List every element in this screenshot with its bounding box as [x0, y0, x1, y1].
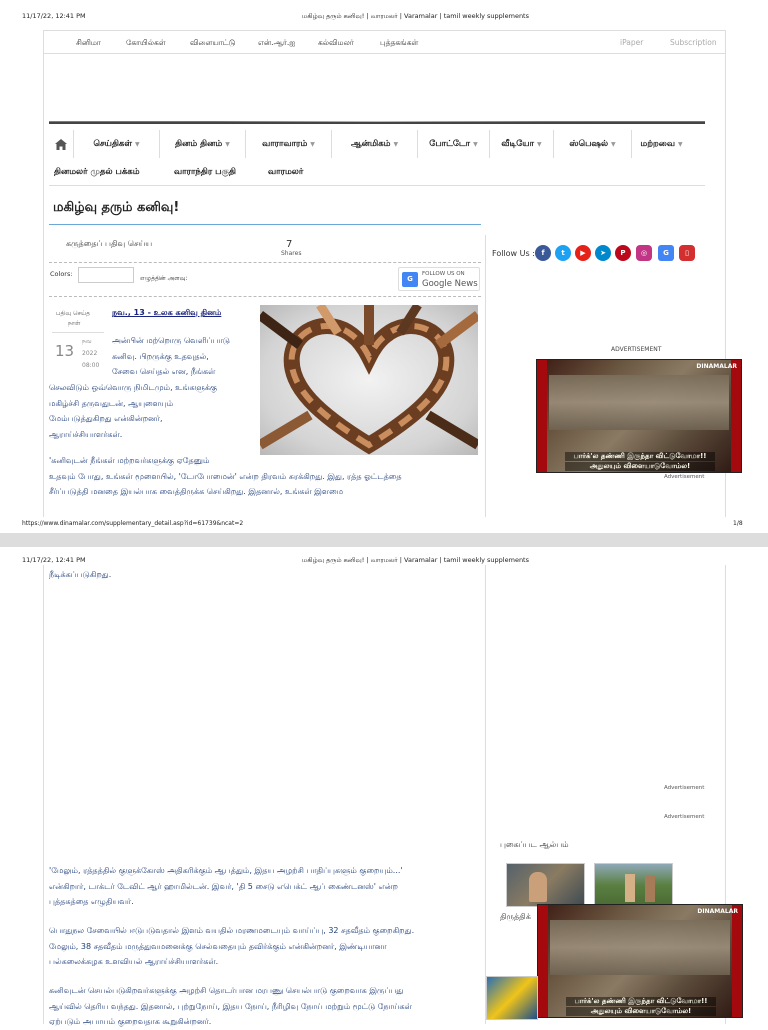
photo-album-heading: புகைப்பட ஆல்பம்: [500, 840, 569, 849]
article-paragraph: 'கனிவுடன் நீங்கள் மற்றவர்களுக்கு ஏதேனும் உதவும் போது, உங்கள் மூளையில், 'டோபோமைன்' என்ற திரவம் சுரக்கிறது. இது, ரத்த ஓட்டத்தை சீர்ப்படுத்தி மனதை இயல்பாக வைத்திருக்க செய்கிறது. இதனால், உங்கள் இளமை: [49, 456, 402, 497]
page-separator: [0, 533, 768, 547]
post-date-year: 2022: [82, 350, 98, 357]
breadcrumb-item[interactable]: தினமலர் முதல் பக்கம்: [54, 167, 140, 177]
comment-link[interactable]: கருத்தைப் பதிவு செய்ய: [66, 239, 153, 248]
article-paragraph: அன்பின் மற்றொரு வெளிப்பாடு கனிவு. பிறருக்கு உதவுதல், சேவை செய்தல் என, நீங்கள்: [112, 336, 230, 377]
chevron-down-icon: ▼: [537, 140, 542, 148]
album-caption: திருத்திக்: [500, 912, 531, 921]
divider: [49, 296, 481, 297]
article-paragraph: நீடிக்கப்படுகிறது.: [49, 570, 112, 579]
post-date-month: நவ: [82, 338, 92, 345]
twitter-icon[interactable]: t: [555, 245, 571, 261]
youtube-icon[interactable]: ▶: [575, 245, 591, 261]
advertisement-label: ADVERTISEMENT: [611, 346, 662, 353]
article-paragraph: கனிவுடன் செயல்படுகிறவர்களுக்கு அழற்சி தொடர்பான மரபணு செயல்பாடு குறைவாக இருப்பது ஆய்வில் தெரிய வந்தது. இதனால், புற்றுநோய், இதய நோய், நீரிழிவு நோய் மற்றும் மூட்டு நோய்கள் ஏற்படும் அபாயம் குறைவதாக கூறுகின்றனர்.: [49, 986, 412, 1027]
top-nav-item[interactable]: கோயில்கள்: [126, 38, 166, 47]
pinterest-icon[interactable]: P: [615, 245, 631, 261]
top-nav-item[interactable]: கல்விமலர்: [318, 38, 354, 47]
video-ad[interactable]: [537, 904, 743, 1018]
main-nav: [49, 122, 705, 158]
print-url: https://www.dinamalar.com/supplementary_detail.asp?id=61739&ncat=2: [22, 520, 244, 527]
breadcrumb-item[interactable]: வாராந்திர பகுதி: [174, 167, 236, 177]
breadcrumb: [49, 160, 705, 186]
print-page-number: 1/8: [733, 520, 743, 527]
posted-label: பதிவு செய்த: [56, 310, 91, 317]
nav-item-news[interactable]: செய்திகள் ▼: [73, 130, 159, 158]
ad-caption: பார்க்'ல தண்ணி இருந்தா விட்டுவோமா!!: [565, 452, 715, 461]
advertisement-label: Advertisement: [664, 785, 705, 791]
follow-us-label: Follow Us :: [492, 249, 535, 258]
telegram-icon[interactable]: ➤: [595, 245, 611, 261]
font-size-label: எழுத்தின் அளவு:: [140, 275, 188, 282]
chevron-down-icon: ▼: [393, 140, 399, 148]
dinamalar-logo: DINAMALAR: [696, 363, 737, 370]
article-paragraph: 'மேலும், ரத்தத்தில் குளுக்கோஸ் அதிகரிக்கும் ஆபத்தும், இதய அழற்சி பாதிப்புகளும் குறையும்...' என்கிறார், டாக்டர் டேவிட் ஆர் ஹாமில்டன். இவர், 'தி 5 சைடு எபெக்ட் ஆப் கைண்டனஸ்' என்ற புத்தகத்தை எழுதியவர்.: [49, 866, 403, 907]
posted-label: நாள்: [68, 320, 81, 327]
chevron-down-icon: ▼: [135, 140, 140, 148]
title-underline: [49, 224, 481, 225]
divider: [52, 332, 104, 333]
ad-caption: அதுலயும் விளையாடுவோம்ல!: [566, 1007, 716, 1016]
facebook-icon[interactable]: f: [535, 245, 551, 261]
print-doc-title: மகிழ்வு தரும் கனிவு! | வாரமலர் | Varamalar | tamil weekly supplements: [302, 12, 529, 20]
nav-item-photo[interactable]: போட்டோ ▼: [417, 130, 489, 158]
top-nav-item[interactable]: விளையாட்டு: [190, 38, 236, 47]
magazine-thumbnail[interactable]: [486, 976, 538, 1020]
dinamalar-logo: DINAMALAR: [697, 908, 738, 915]
top-nav-item[interactable]: என்.ஆர்.ஐ: [258, 38, 296, 47]
nav-item-special[interactable]: ஸ்பெஷல் ▼: [553, 130, 631, 158]
page-border: [43, 30, 44, 517]
mobile-app-icon[interactable]: ▯: [679, 245, 695, 261]
print-timestamp: 11/17/22, 12:41 PM: [22, 556, 86, 564]
breadcrumb-item[interactable]: வாரமலர்: [268, 167, 304, 177]
post-date-day: 13: [55, 342, 75, 360]
album-thumbnail[interactable]: [506, 863, 585, 907]
article-dateline: நவ., 13 - உலக கனிவு தினம்: [112, 308, 222, 317]
nav-item-daily[interactable]: தினம் தினம் ▼: [159, 130, 245, 158]
article-paragraph: பொதுநல சேவையில் ஈடுபடுவதால் இளம் வயதில் மரணமடையும் வாய்ப்பு, 32 சதவீதம் குறைகிறது. மேலும், 38 சதவீதம் மருத்துவமனைக்கு செல்வதையும் தவிர்க்கும் என்கின்றனர், இண்டியானா பல்கலைக்கழக உளவியல் ஆராய்ச்சியாளர்கள்.: [49, 926, 415, 967]
nav-item-spiritual[interactable]: ஆன்மிகம் ▼: [331, 130, 417, 158]
google-news-icon[interactable]: G: [658, 245, 674, 261]
home-icon[interactable]: [49, 130, 73, 158]
top-nav-item[interactable]: சினிமா: [76, 38, 101, 47]
video-ad[interactable]: [536, 359, 742, 473]
chevron-down-icon: ▼: [310, 140, 315, 148]
ad-caption: பார்க்'ல தண்ணி இருந்தா விட்டுவோமா!!: [566, 997, 716, 1006]
advertisement-label: Advertisement: [664, 814, 705, 820]
google-news-line1: FOLLOW US ON: [422, 271, 465, 277]
top-nav-item[interactable]: புத்தகங்கள்: [380, 38, 419, 47]
chevron-down-icon: ▼: [473, 140, 478, 148]
nav-item-video[interactable]: வீடியோ ▼: [489, 130, 553, 158]
google-news-button[interactable]: [398, 267, 480, 291]
page-title: மகிழ்வு தரும் கனிவு!: [53, 200, 180, 215]
advertisement-label: Advertisement: [664, 474, 705, 480]
column-divider: [485, 565, 486, 1024]
divider: [49, 262, 481, 263]
ad-caption: அதுலயும் விளையாடுவோம்ல!: [565, 462, 715, 471]
instagram-icon[interactable]: ◎: [636, 245, 652, 261]
article-paragraph: செலவிடும் ஒவ்வொரு நிமிடமும், உங்களுக்கு மகிழ்ச்சி தருவதுடன், ஆயுளையும் மேம்படுத்துகிறது என்கின்றனர், ஆராய்ச்சியாளர்கள்.: [49, 383, 218, 439]
article-image: [260, 305, 478, 455]
subscription-link[interactable]: Subscription: [670, 38, 717, 47]
ipaper-link[interactable]: iPaper: [620, 38, 644, 47]
google-news-line2: Google News: [422, 279, 478, 289]
column-divider: [485, 235, 486, 517]
colors-label: Colors:: [50, 270, 73, 278]
print-timestamp: 11/17/22, 12:41 PM: [22, 12, 86, 20]
shares-count: 7: [286, 239, 293, 250]
color-picker[interactable]: [78, 267, 134, 283]
page-border: [43, 565, 44, 1024]
chevron-down-icon: ▼: [677, 140, 683, 148]
nav-item-others[interactable]: மற்றவை ▼: [631, 130, 691, 158]
chevron-down-icon: ▼: [611, 140, 616, 148]
chevron-down-icon: ▼: [225, 140, 230, 148]
print-doc-title: மகிழ்வு தரும் கனிவு! | வாரமலர் | Varamalar | tamil weekly supplements: [302, 556, 529, 564]
post-date-time: 08:00: [82, 362, 100, 369]
google-news-icon: G: [402, 272, 418, 287]
top-nav: [43, 30, 726, 54]
nav-item-weekly[interactable]: வாராவாரம் ▼: [245, 130, 331, 158]
album-thumbnail[interactable]: [594, 863, 673, 907]
shares-label: Shares: [281, 250, 302, 257]
